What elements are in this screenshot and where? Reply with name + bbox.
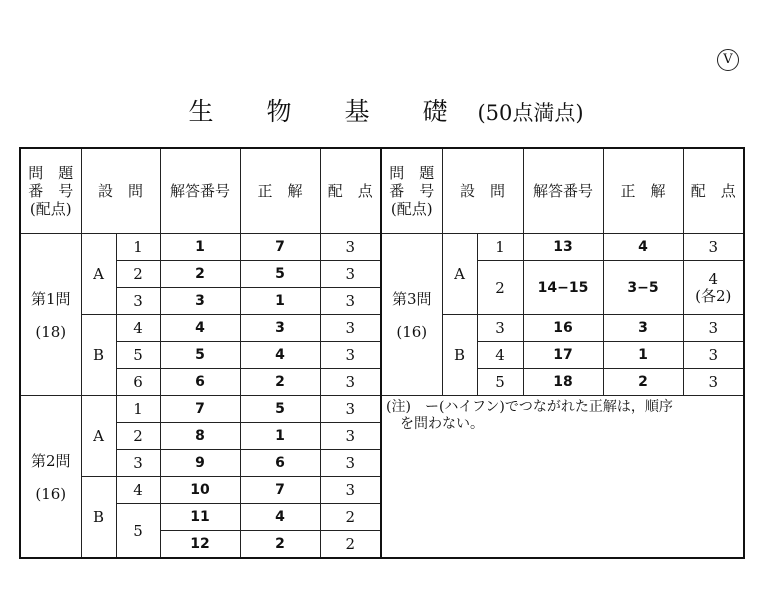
header-mondai-line3: (配点) xyxy=(390,200,433,218)
sub-question: 2 xyxy=(477,261,523,315)
correct-answer: 3 xyxy=(603,315,683,342)
answer-number: 12 xyxy=(160,531,240,559)
correct-answer: 7 xyxy=(240,477,320,504)
header-kaito-right: 解答番号 xyxy=(523,148,603,234)
note-cell xyxy=(381,396,744,559)
header-setsumon-left: 設 問 xyxy=(81,148,160,234)
q2-points: (16) xyxy=(35,485,67,503)
correct-answer: 5 xyxy=(240,261,320,288)
correct-answer: 4 xyxy=(240,504,320,531)
title-text: 生 物 基 礎 xyxy=(188,97,462,126)
q1-group-b: B xyxy=(81,315,116,396)
answer-number: 18 xyxy=(523,369,603,396)
points: 3 xyxy=(320,369,381,396)
sub-question: 2 xyxy=(116,423,160,450)
correct-answer: 4 xyxy=(240,342,320,369)
table-row xyxy=(20,234,744,261)
q2-group-b: B xyxy=(81,477,116,559)
correct-answer: 1 xyxy=(240,288,320,315)
sub-question: 5 xyxy=(477,369,523,396)
header-row xyxy=(20,148,744,234)
q2-label-cell xyxy=(20,396,81,559)
answer-number: 11 xyxy=(160,504,240,531)
points: 3 xyxy=(320,477,381,504)
q3-group-a: A xyxy=(442,234,477,315)
correct-answer: 2 xyxy=(240,531,320,559)
correct-answer: 2 xyxy=(240,369,320,396)
q3-points: (16) xyxy=(396,323,428,341)
correct-answer: 1 xyxy=(240,423,320,450)
correct-answer: 2 xyxy=(603,369,683,396)
sub-question: 3 xyxy=(477,315,523,342)
answer-number: 3 xyxy=(160,288,240,315)
points: 3 xyxy=(320,261,381,288)
correct-answer: 4 xyxy=(603,234,683,261)
sub-question: 1 xyxy=(116,396,160,423)
q1-group-a: A xyxy=(81,234,116,315)
answer-number: 2 xyxy=(160,261,240,288)
sub-question: 1 xyxy=(477,234,523,261)
sub-question: 5 xyxy=(116,504,160,559)
points: 3 xyxy=(683,369,744,396)
sub-question: 1 xyxy=(116,234,160,261)
correct-answer: 6 xyxy=(240,450,320,477)
note-line1: (注) ー(ハイフン)でつながれた正解は，順序 xyxy=(386,399,673,415)
answer-number: 6 xyxy=(160,369,240,396)
points: 4 xyxy=(708,269,719,288)
sub-question: 4 xyxy=(116,477,160,504)
header-setsumon-right: 設 問 xyxy=(442,148,523,234)
note-line2: を問わない。 xyxy=(400,416,485,432)
page-number-badge: Ⅴ xyxy=(717,49,739,71)
points: 3 xyxy=(320,396,381,423)
q1-label: 第1問 xyxy=(30,290,71,308)
header-mondai-right xyxy=(381,148,442,234)
points: 3 xyxy=(320,315,381,342)
answer-number: 7 xyxy=(160,396,240,423)
header-haiten-right: 配 点 xyxy=(683,148,744,234)
q2-group-a: A xyxy=(81,396,116,477)
header-mondai-line2: 番 号 xyxy=(389,182,435,200)
points: 3 xyxy=(683,342,744,369)
q3-label: 第3問 xyxy=(391,290,432,308)
answer-number: 4 xyxy=(160,315,240,342)
q1-label-cell xyxy=(20,234,81,396)
q2-label: 第2問 xyxy=(30,452,71,470)
sub-question: 3 xyxy=(116,450,160,477)
header-mondai-line1: 問 題 xyxy=(389,164,435,182)
correct-answer: 3 xyxy=(240,315,320,342)
correct-answer: 1 xyxy=(603,342,683,369)
answer-table xyxy=(19,147,745,559)
sub-question: 4 xyxy=(477,342,523,369)
points: 3 xyxy=(320,234,381,261)
points: 3 xyxy=(320,450,381,477)
points: 3 xyxy=(683,315,744,342)
answer-number: 5 xyxy=(160,342,240,369)
q3-group-b: B xyxy=(442,315,477,396)
points: 3 xyxy=(683,234,744,261)
q3-label-cell xyxy=(381,234,442,396)
header-seikai-right: 正 解 xyxy=(603,148,683,234)
sub-question: 6 xyxy=(116,369,160,396)
answer-number: 10 xyxy=(160,477,240,504)
header-mondai-line3: (配点) xyxy=(29,200,72,218)
points-note: (各2) xyxy=(695,286,732,305)
sub-question: 4 xyxy=(116,315,160,342)
header-mondai-line2: 番 号 xyxy=(28,182,74,200)
subtitle-text: (50点満点) xyxy=(477,101,584,125)
correct-answer: 3−5 xyxy=(603,261,683,315)
points: 2 xyxy=(320,504,381,531)
table-row xyxy=(20,396,744,423)
answer-number: 9 xyxy=(160,450,240,477)
header-seikai-left: 正 解 xyxy=(240,148,320,234)
header-haiten-left: 配 点 xyxy=(320,148,381,234)
q1-points: (18) xyxy=(35,323,67,341)
answer-number: 13 xyxy=(523,234,603,261)
answer-number: 14−15 xyxy=(523,261,603,315)
answer-number: 8 xyxy=(160,423,240,450)
answer-number: 1 xyxy=(160,234,240,261)
header-kaito-left: 解答番号 xyxy=(160,148,240,234)
sub-question: 5 xyxy=(116,342,160,369)
sub-question: 2 xyxy=(116,261,160,288)
correct-answer: 5 xyxy=(240,396,320,423)
header-mondai-line1: 問 題 xyxy=(28,164,74,182)
answer-number: 17 xyxy=(523,342,603,369)
page-title xyxy=(0,92,772,128)
sub-question: 3 xyxy=(116,288,160,315)
points-cell xyxy=(683,261,744,315)
answer-number: 16 xyxy=(523,315,603,342)
points: 3 xyxy=(320,342,381,369)
correct-answer: 7 xyxy=(240,234,320,261)
header-mondai-left xyxy=(20,148,81,234)
points: 2 xyxy=(320,531,381,559)
points: 3 xyxy=(320,288,381,315)
points: 3 xyxy=(320,423,381,450)
